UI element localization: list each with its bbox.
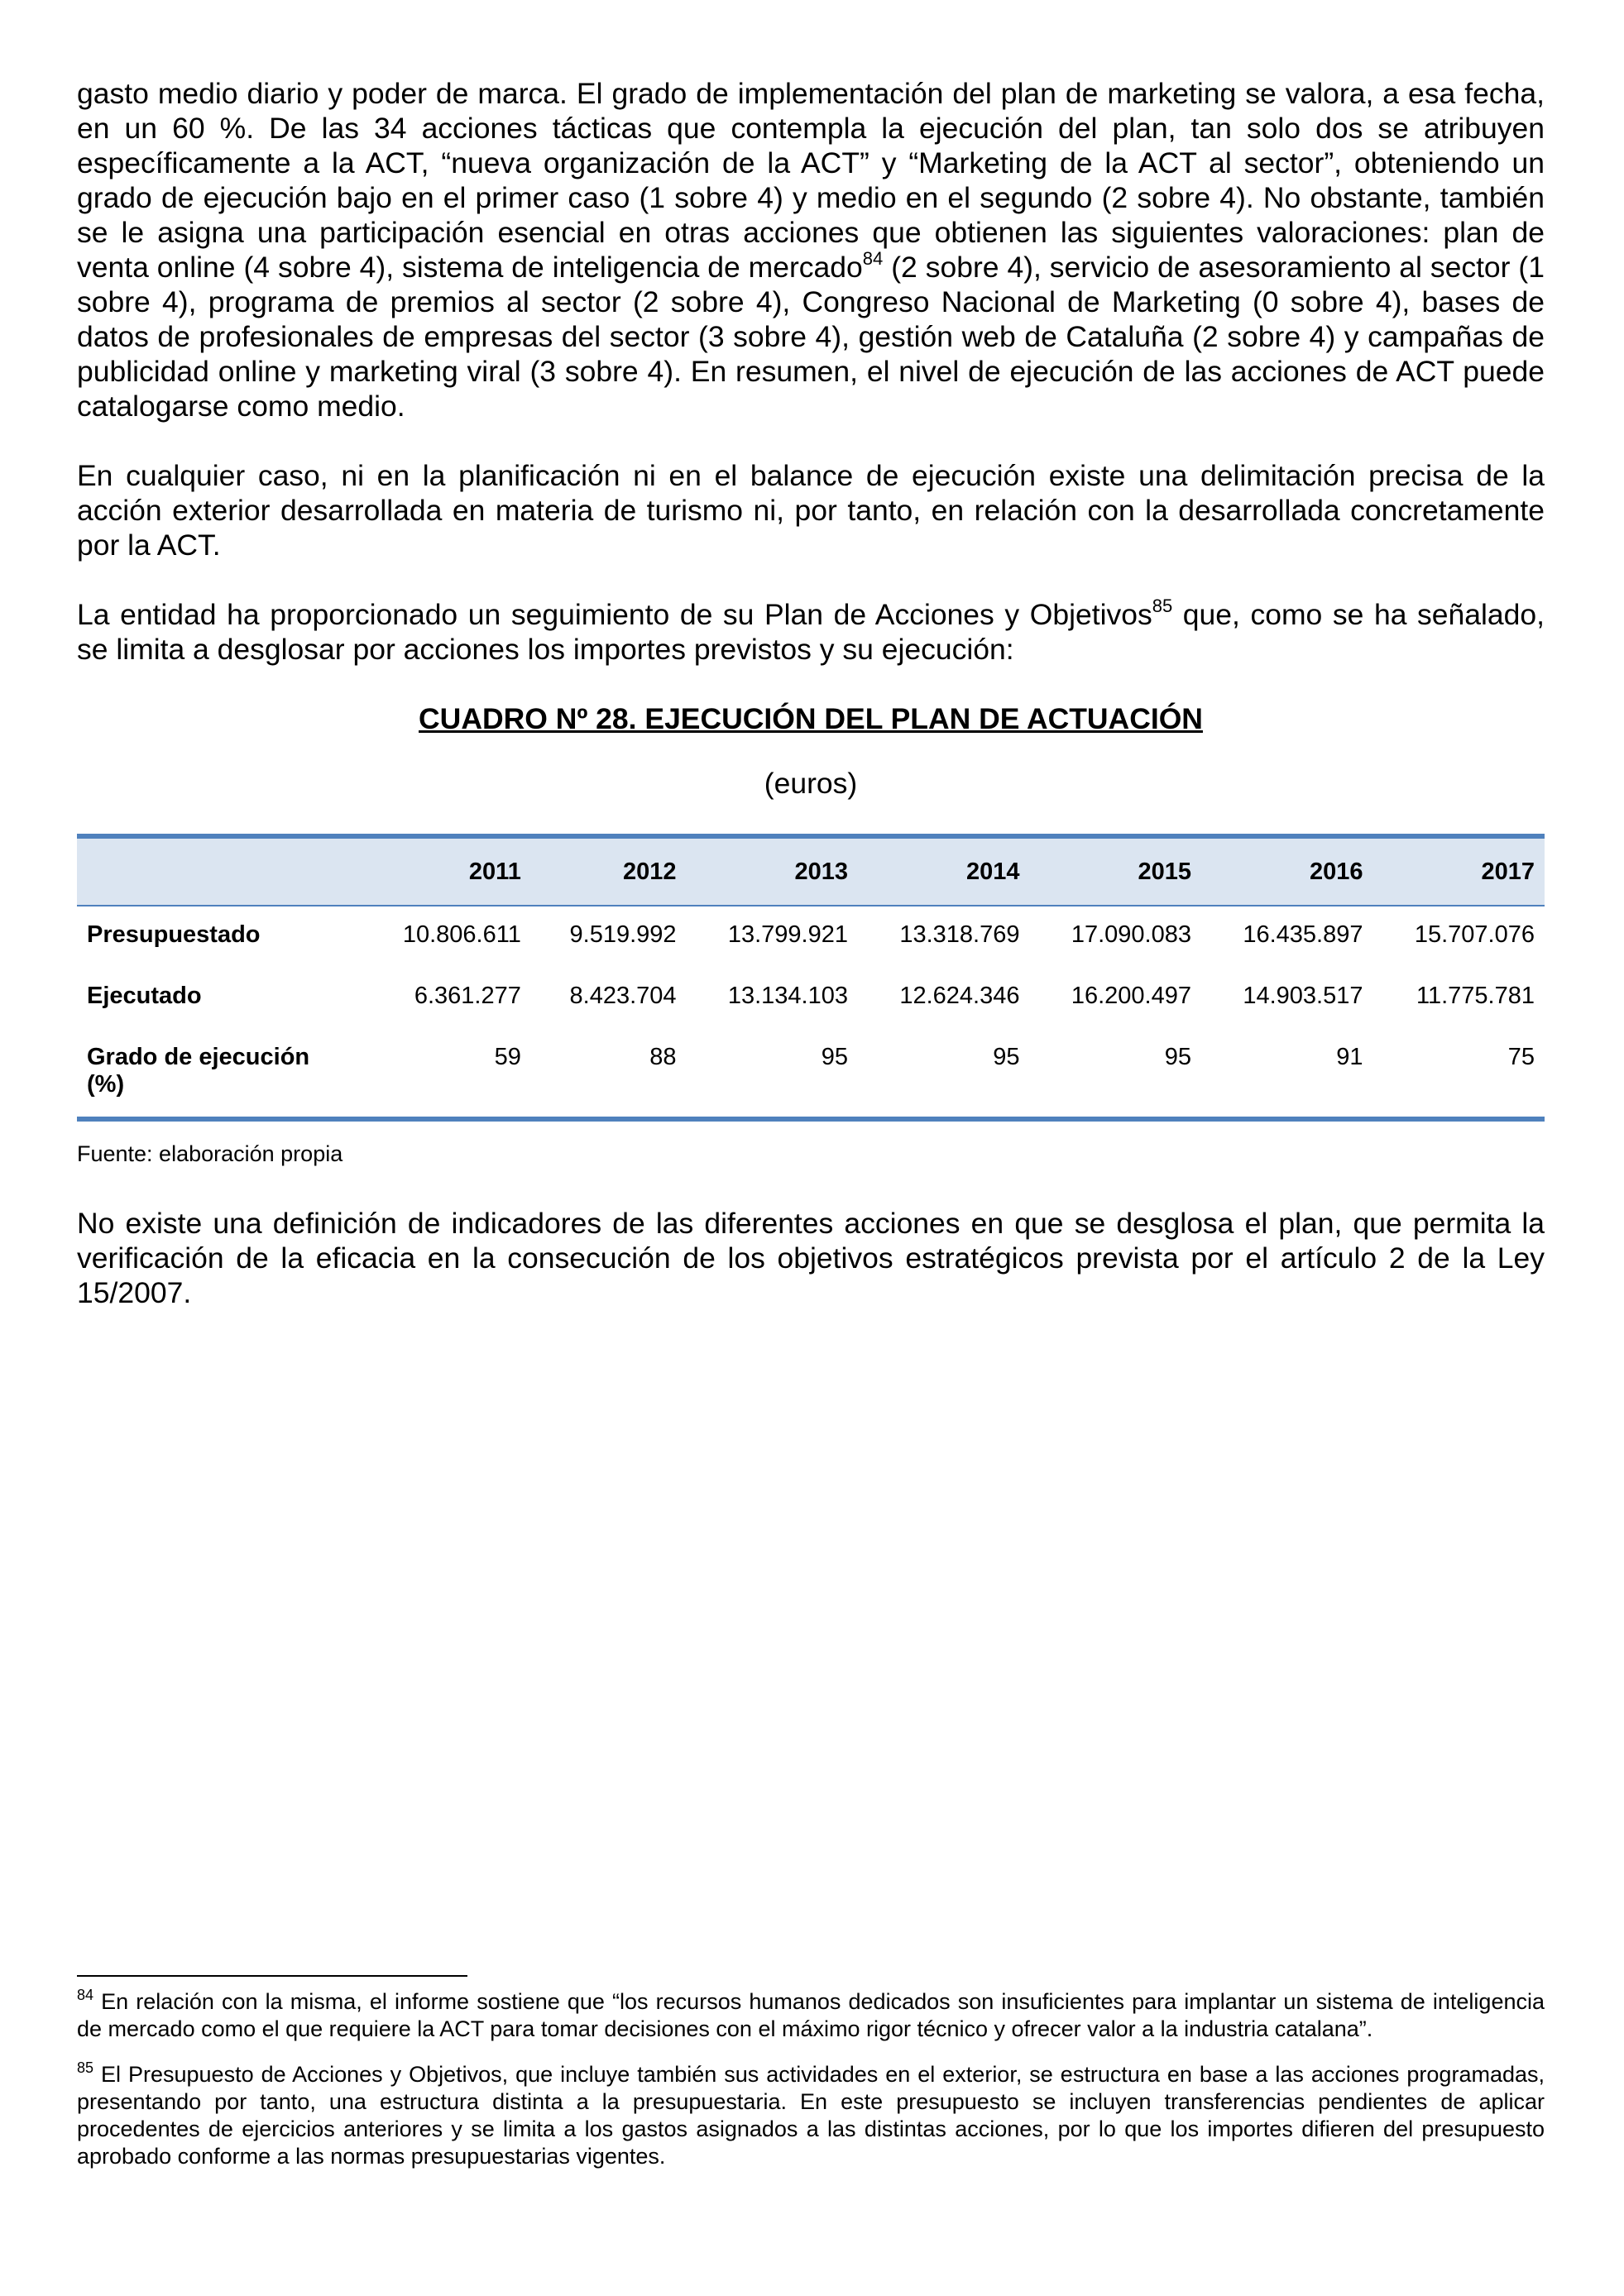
execution-table — [77, 834, 1545, 1122]
paragraph-text: gasto medio diario y poder de marca. El grado de implementación del plan de marketing se valora, a esa fecha, en un 60 %. De las 34 acciones tácticas que contempla la ejecución del plan, tan solo dos se atribuyen específicamente a la ACT, “nueva organización de la ACT” y “Marketing de la ACT al sector”, obteniendo un grado de ejecución bajo en el primer caso (1 sobre 4) y medio en el segundo (2 sobre 4). No obstante, también se le asigna una participación esencial en otras acciones que obtienen las siguientes valoraciones: plan de venta online (4 sobre 4), sistema de inteligencia de mercado — [77, 77, 1545, 284]
footnote-number: 84 — [77, 1987, 94, 2003]
header-year: 2014 — [858, 836, 1029, 906]
footnote-text: En relación con la misma, el informe sostiene que “los recursos humanos dedicados son insuficientes para implantar un sistema de inteligencia de mercado como el que requiere la ACT para tomar decisiones con el máximo rigor técnico y ofrecer valor a la industria catalana”. — [77, 1989, 1545, 2041]
header-year: 2011 — [362, 836, 531, 906]
table-cell: 75 — [1507, 1044, 1535, 1070]
footnote-number: 85 — [77, 2059, 94, 2076]
table-cell: 17.090.083 — [1071, 921, 1191, 948]
table-cell: 9.519.992 — [569, 921, 677, 948]
header-year: 2012 — [531, 836, 687, 906]
paragraph-text: que, como se ha señalado, se limita a desglosar por acciones los importes previstos y su ejecución: — [77, 598, 1545, 666]
table-cell: 8.423.704 — [569, 983, 677, 1009]
footnote-ref-85[interactable]: 85 — [1152, 596, 1173, 617]
table-cell: 59 — [494, 1044, 521, 1070]
table-header-row — [77, 836, 1545, 906]
table-cell: 16.200.497 — [1071, 983, 1191, 1009]
table-cell: 14.903.517 — [1243, 983, 1363, 1009]
table-cell: 91 — [1336, 1044, 1363, 1070]
table-cell: 13.318.769 — [899, 921, 1020, 948]
header-blank — [77, 836, 362, 906]
footnote-84 — [77, 1988, 1545, 2043]
row-label: Presupuestado — [87, 921, 261, 948]
table-cell: 95 — [1164, 1044, 1191, 1070]
footnote-text: El Presupuesto de Acciones y Objetivos, que incluye también sus actividades en el exterior, se estructura en base a las acciones programadas, presentando por tanto, una estructura distinta a la presupuestaria. En este presupuesto se incluyen transferencias pendientes de aplicar procedentes de ejercicios anteriores y se limita a los gastos asignados a las distintas acciones, por lo que los importes difieren del presupuesto aprobado conforme a las normas presupuestarias vigentes. — [77, 2062, 1545, 2169]
document-page — [77, 76, 1545, 1310]
header-year: 2016 — [1201, 836, 1372, 906]
table-cell: 13.799.921 — [727, 921, 849, 948]
footnote-85 — [77, 2061, 1545, 2170]
table-cell: 95 — [993, 1044, 1020, 1070]
table-source: Fuente: elaboración propia — [77, 1141, 343, 1166]
table-cell: 16.435.897 — [1243, 921, 1363, 948]
paragraph-marketing-plan — [77, 76, 1545, 423]
header-year: 2013 — [687, 836, 858, 906]
paragraph-text: La entidad ha proporcionado un seguimiento de su Plan de Acciones y Objetivos — [77, 598, 1152, 631]
footnote-divider — [77, 1975, 467, 1977]
table-row-presupuestado — [77, 906, 1545, 968]
footnote-ref-84[interactable]: 84 — [862, 248, 884, 270]
table-cell: 11.775.781 — [1416, 983, 1535, 1009]
paragraph-indicators: No existe una definición de indicadores de las diferentes acciones en que se desglosa el plan, que permita la verificación de la eficacia en la consecución de los objetivos estratégicos prevista por el artículo 2 de la Ley 15/2007. — [77, 1207, 1545, 1309]
footnotes — [77, 1975, 1545, 2170]
paragraph-exterior-action: En cualquier caso, ni en la planificación ni en el balance de ejecución existe una delimitación precisa de la acción exterior desarrollada en materia de turismo ni, por tanto, en relación con la desarrollada concretamente por la ACT. — [77, 459, 1545, 562]
paragraph-text: (2 sobre 4), servicio de asesoramiento al sector (1 sobre 4), programa de premios al sector (2 sobre 4), Congreso Nacional de Marketing (0 sobre 4), bases de datos de profesionales de empresas del sector (3 sobre 4), gestión web de Cataluña (2 sobre 4) y campañas de publicidad online y marketing viral (3 sobre 4). En resumen, el nivel de ejecución de las acciones de ACT puede catalogarse como medio. — [77, 251, 1545, 423]
paragraph-plan-followup — [77, 597, 1545, 667]
header-year: 2015 — [1030, 836, 1201, 906]
table-cell: 15.707.076 — [1414, 921, 1535, 948]
table-cell: 95 — [821, 1044, 849, 1070]
table-subtitle: (euros) — [764, 767, 858, 800]
row-label: Grado de ejecución (%) — [87, 1044, 310, 1098]
table-cell: 10.806.611 — [402, 921, 521, 948]
table-cell: 88 — [649, 1044, 677, 1070]
table-cell: 6.361.277 — [414, 983, 521, 1009]
table-row-ejecutado — [77, 968, 1545, 1029]
row-label: Ejecutado — [87, 983, 202, 1009]
header-year: 2017 — [1372, 836, 1545, 906]
table-row-grado — [77, 1029, 1545, 1119]
table-cell: 12.624.346 — [899, 983, 1020, 1009]
table-cell: 13.134.103 — [727, 983, 849, 1009]
table-title: CUADRO Nº 28. EJECUCIÓN DEL PLAN DE ACTUACIÓN — [419, 702, 1203, 735]
